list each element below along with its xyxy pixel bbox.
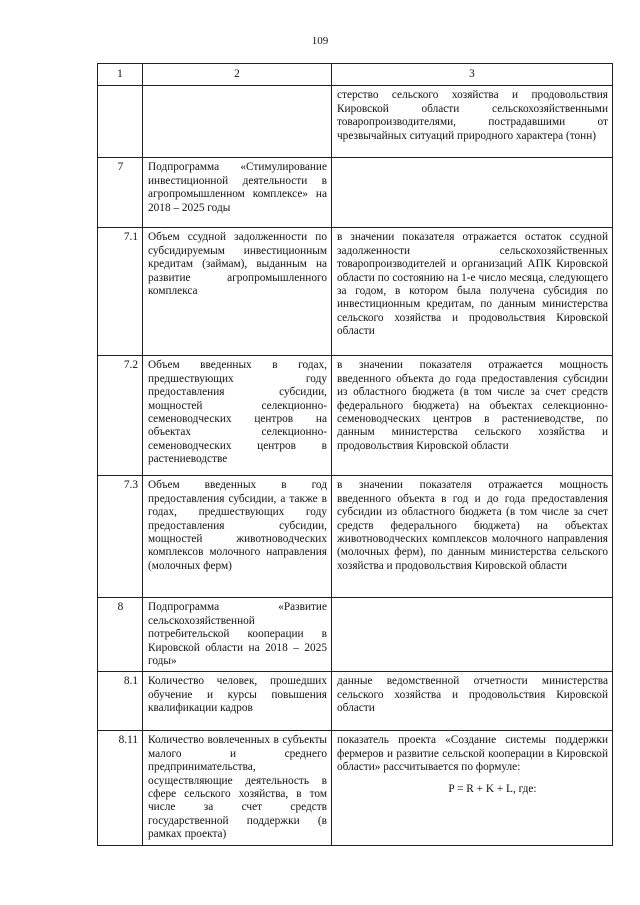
row-description: в значении показателя отражается остаток ссудной задолженности сельскохозяйственных товаропроизводителей и организаций АПК Кировской области по состоянию на 1-е число месяца, следующего за годом, в котором была получена субсидия по инвестиционным кредитам, по данным министерства сельского хозяйства и продовольствия Кировской области (332, 228, 613, 356)
row-description (332, 158, 613, 228)
column-header: 1 (98, 64, 143, 86)
row-indicator-name: Объем введенных в годах, предшествующих году предоставления субсидии, мощностей селекционно-семеноводческих центров на объектах селекционно-семеноводческих центров в растениеводстве (143, 356, 332, 476)
row-description: данные ведомственной отчетности министерства сельского хозяйства и продовольствия Кировской области (332, 672, 613, 731)
row-description-cell (332, 731, 613, 845)
table-row (98, 228, 613, 356)
row-number: 8.11 (98, 731, 143, 845)
table-row (98, 731, 613, 845)
row-number (98, 86, 143, 158)
table-row (98, 598, 613, 672)
row-indicator-name: Подпрограмма «Стимулирование инвестиционной деятельности в агропромышленном комплексе» на 2018 – 2025 годы (143, 158, 332, 228)
table-row (98, 476, 613, 598)
formula: P = R + K + L, где: (448, 782, 537, 795)
row-description: стерство сельского хозяйства и продовольствия Кировской области сельскохозяйственными товаропроизводителями, пострадавшими от чрезвычайных ситуаций природного характера (тонн) (332, 86, 613, 158)
row-description: в значении показателя отражается мощность введенного объекта до года предоставления субсидии из областного бюджета (в том числе за счет средств федерального бюджета) на объектах селекционно-семеноводческих центров в растениеводстве, по данным министерства сельского хозяйства и продовольствия Кировской области (332, 356, 613, 476)
row-description: в значении показателя отражается мощность введенного объекта в год и до года предоставления субсидии из областного бюджета (в том числе за счет средств федерального бюджета) на объектах животноводческих комплексов молочного направления (молочных ферм), по данным министерства сельского хозяйства и продовольствия Кировской области (332, 476, 613, 598)
row-number: 7.1 (98, 228, 143, 356)
page-number: 109 (311, 35, 329, 47)
row-indicator-name: Подпрограмма «Развитие сельскохозяйственной потребительской кооперации в Кировской области на 2018 – 2025 годы» (143, 598, 332, 672)
table-row (98, 86, 613, 158)
row-indicator-name: Количество человек, прошедших обучение и курсы повышения квалификации кадров (143, 672, 332, 731)
row-description (332, 598, 613, 672)
row-description: показатель проекта «Создание системы поддержки фермеров и развитие сельской кооперации в Кировской области» рассчитывается по формуле: (337, 734, 608, 774)
row-number: 7.2 (98, 356, 143, 476)
row-indicator-name: Объем введенных в год предоставления субсидии, а также в годах, предшествующих году предоставления субсидии, мощностей животноводческих комплексов молочного направления (молочных ферм) (143, 476, 332, 598)
row-indicator-name: Количество вовлеченных в субъекты малого и среднего предпринимательства, осуществляющие деятельность в сфере сельского хозяйства, в том числе за счет средств государственной поддержки (в рамках проекта) (143, 731, 332, 845)
column-header: 3 (332, 64, 613, 86)
table-row (98, 356, 613, 476)
row-indicator-name (143, 86, 332, 158)
row-number: 7.3 (98, 476, 143, 598)
row-number: 8 (98, 598, 143, 672)
table-row (98, 158, 613, 228)
column-header: 2 (143, 64, 332, 86)
table-row (98, 672, 613, 731)
row-number: 8.1 (98, 672, 143, 731)
indicator-table (97, 63, 613, 846)
row-number: 7 (98, 158, 143, 228)
table-header-row (98, 64, 613, 86)
row-indicator-name: Объем ссудной задолженности по субсидируемым инвестиционным кредитам (займам), выданным на развитие агропромышленного комплекса (143, 228, 332, 356)
